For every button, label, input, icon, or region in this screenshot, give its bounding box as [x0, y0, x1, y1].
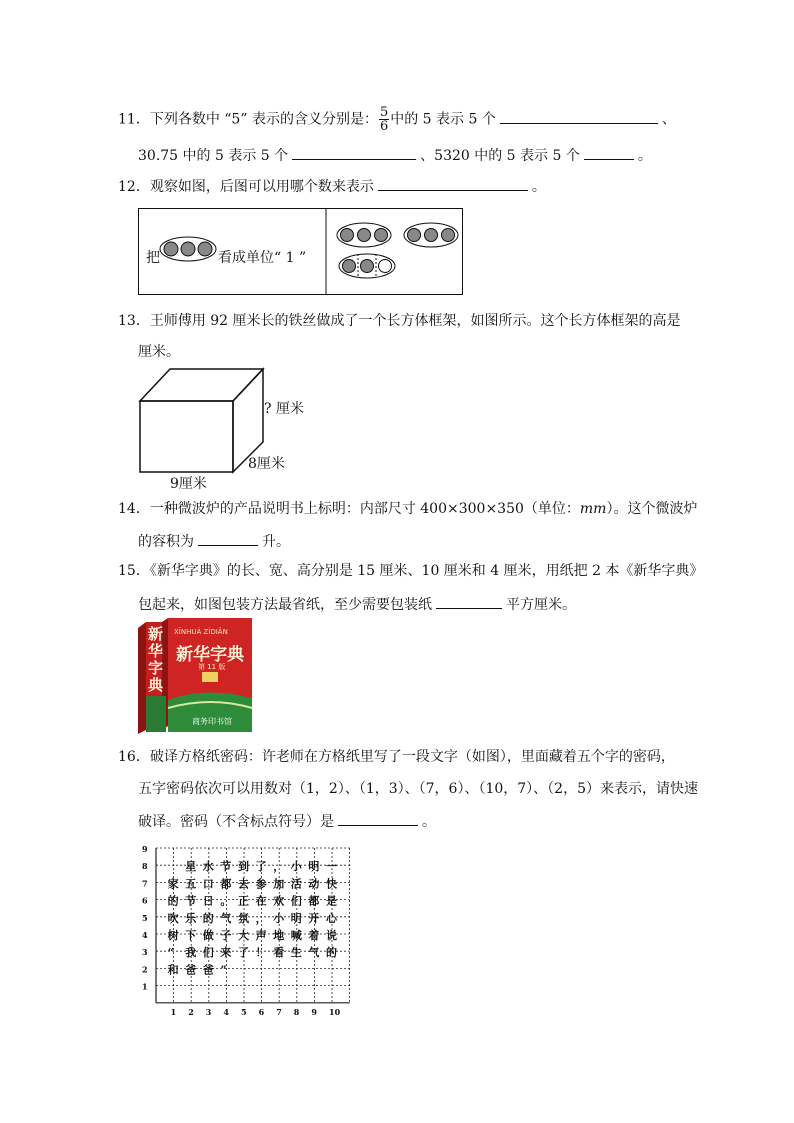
separator: 、: [420, 148, 435, 164]
question-11-line-2: [138, 145, 652, 165]
y-axis-tick-label: 4: [142, 930, 148, 940]
grid-character: 子: [220, 929, 232, 942]
grid-character: 明: [308, 860, 320, 874]
dictionary-books-image: [136, 616, 254, 736]
cuboid-figure: [138, 366, 318, 490]
y-axis-tick-label: 5: [142, 912, 148, 923]
question-11-line-1: [118, 106, 676, 133]
grid-character: “: [167, 946, 174, 960]
grid-character: 气: [220, 911, 232, 925]
grid-character: 家: [167, 877, 179, 891]
question-number: 11．: [118, 111, 150, 128]
grid-character: 五: [185, 877, 197, 891]
question-text: 平方厘米。: [506, 597, 576, 613]
question-text: 一种微波炉的产品说明书上标明：内部尺寸 400×300×350（单位：: [149, 501, 580, 517]
grid-character: 来: [220, 946, 232, 960]
separator: 、: [661, 111, 676, 128]
grid-character: 气: [308, 946, 320, 960]
question-text: 破译。密码（不含标点符号）是: [138, 814, 334, 830]
grid-character: 地: [273, 929, 285, 942]
question-16-line-1: [118, 748, 675, 766]
answer-blank[interactable]: [338, 811, 418, 826]
grid-character: 节: [220, 860, 232, 874]
grid-character: 们: [202, 946, 214, 960]
grid-character: 大: [238, 929, 249, 942]
x-axis-tick-label: 9: [311, 1006, 317, 1017]
book-edition: 第 11 版: [198, 663, 226, 671]
grid-character: 们: [290, 894, 302, 908]
question-number: 14．: [118, 501, 150, 517]
question-13-line-1: [118, 312, 681, 330]
grid-character: 快: [326, 877, 337, 891]
y-axis-tick-label: 7: [142, 878, 148, 889]
grid-character: 的: [326, 946, 337, 960]
question-text: 观察如图，后图可以用哪个数来表示: [149, 179, 374, 195]
x-axis-tick-label: 6: [258, 1006, 265, 1017]
question-text: 破译方格纸密码：许老师在方格纸里写了一段文字（如图），里面藏着五个字的密码，: [149, 749, 675, 765]
grid-character: 节: [185, 894, 197, 908]
answer-blank[interactable]: [198, 531, 258, 546]
question-number: 15．: [118, 563, 150, 579]
grid-character: 去: [238, 877, 249, 891]
grid-character: 小: [273, 911, 285, 925]
y-axis-tick-label: 3: [142, 947, 148, 958]
question-text: ）。这个微波炉: [606, 501, 698, 517]
grid-character: 了: [255, 860, 267, 874]
grid-character: 乐: [185, 911, 197, 925]
book-spine: 新华字典: [148, 625, 164, 694]
grid-character: 爸: [202, 963, 214, 977]
grid-paper-diagram: [138, 840, 341, 1020]
question-text: 厘米。: [138, 344, 180, 360]
unit-text: mm: [579, 501, 607, 517]
grid-character: 都: [220, 877, 232, 891]
grid-character: 我: [185, 946, 197, 960]
grid-character: 明: [290, 911, 302, 925]
depth-label: 8厘米: [248, 456, 285, 472]
question-14-line-1: [118, 500, 697, 518]
answer-blank[interactable]: [378, 176, 528, 191]
book-pinyin: XĪNHUÁ ZÌDIǍN: [174, 628, 228, 636]
unit-one-figure: [138, 208, 464, 296]
grid-character: 在: [255, 894, 267, 908]
grid-character: 氛: [238, 911, 249, 925]
figure-suffix-label: 看成单位“ 1 ”: [218, 250, 307, 266]
period: 。: [422, 814, 436, 830]
book-title: 新华字典: [176, 645, 244, 665]
question-13-line-2: [138, 343, 180, 361]
question-12-line-1: [118, 176, 546, 196]
x-axis-tick-label: 3: [205, 1006, 212, 1017]
answer-blank[interactable]: [292, 145, 416, 160]
x-axis-tick-label: 5: [241, 1006, 247, 1017]
question-14-line-2: [138, 531, 290, 551]
y-axis-tick-label: 2: [142, 964, 148, 975]
length-label: 9厘米: [170, 476, 207, 492]
grid-character: 心: [326, 911, 337, 925]
x-axis-tick-label: 10: [329, 1006, 341, 1017]
answer-blank[interactable]: [436, 594, 502, 609]
grid-character: 活: [290, 877, 302, 891]
grid-character: 小: [290, 860, 302, 874]
question-text: 五字密码依次可以用数对（1，2）、（1，3）、（7，6）、（10，7）、（2，5）来表示，请快速: [138, 781, 698, 797]
grid-character: 吹: [167, 911, 179, 925]
grid-character: ！: [255, 946, 267, 960]
grid-character: 星: [185, 860, 197, 874]
grid-character: 是: [326, 894, 337, 908]
grid-character: 看: [273, 946, 285, 960]
grid-character: ，: [273, 860, 285, 874]
x-axis-tick-label: 1: [170, 1006, 177, 1017]
period: 。: [531, 179, 546, 195]
x-axis-tick-label: 2: [188, 1006, 194, 1017]
grid-character: 欢: [273, 894, 285, 908]
grid-character: 喊: [290, 929, 302, 942]
grid-character: 的: [202, 911, 214, 925]
answer-blank[interactable]: [500, 109, 658, 124]
y-axis-tick-label: 9: [142, 844, 148, 854]
question-text: 30.75 中的 5 表示 5 个: [138, 148, 289, 164]
grid-character: 水: [202, 860, 214, 874]
grid-character: 参: [255, 877, 267, 891]
period: 。: [637, 148, 652, 164]
question-number: 12．: [118, 179, 150, 195]
grid-character: 动: [308, 877, 320, 891]
y-axis-tick-label: 6: [142, 895, 148, 906]
book-publisher: 商务印书馆: [192, 717, 232, 726]
grid-character: 下: [185, 929, 197, 942]
grid-character: 正: [238, 894, 249, 908]
grid-character: ”: [220, 963, 227, 977]
question-text: 中的 5 表示 5 个: [390, 111, 496, 128]
y-axis-tick-label: 1: [142, 981, 148, 992]
grid-character: 树: [167, 929, 179, 942]
grid-character: 的: [167, 894, 179, 908]
answer-blank[interactable]: [584, 145, 634, 160]
x-axis-tick-label: 4: [223, 1006, 229, 1017]
question-text: 5320 中的 5 表示 5 个: [434, 148, 580, 164]
fraction-denominator: 6: [379, 119, 389, 134]
grid-character: 生: [290, 946, 302, 960]
grid-character: 一: [326, 860, 337, 874]
question-text: 《新华字典》的长、宽、高分别是 15 厘米、10 厘米和 4 厘米，用纸把 2 本《新华字典》: [149, 563, 704, 579]
grid-character: 开: [308, 911, 320, 925]
question-16-line-3: [138, 811, 436, 831]
x-axis-tick-label: 8: [293, 1006, 300, 1017]
grid-character: 。: [220, 894, 232, 908]
fraction-numerator: 5: [379, 105, 389, 120]
question-number: 16．: [118, 749, 150, 765]
question-text: 下列各数中 “5” 表示的含义分别是：: [149, 111, 378, 128]
question-text: 包起来，如图包装方法最省纸，至少需要包装纸: [138, 597, 432, 613]
grid-character: 日: [202, 894, 214, 908]
grid-character: 到: [238, 860, 249, 874]
grid-character: ，: [255, 911, 267, 925]
grid-character: 和: [167, 963, 179, 977]
grid-character: 加: [273, 877, 285, 891]
question-text: 升。: [262, 534, 290, 550]
question-15-line-1: [118, 562, 703, 580]
grid-character: 爸: [185, 963, 197, 977]
grid-character: 声: [255, 929, 267, 942]
grid-character: 做: [202, 929, 214, 942]
cuboid-diagram: [138, 366, 318, 490]
question-number: 13．: [118, 313, 150, 329]
question-15-line-2: [138, 594, 576, 614]
question-16-line-2: [138, 780, 698, 798]
grid-character: 着: [308, 929, 320, 942]
figure-prefix-label: 把: [146, 250, 160, 266]
fraction-five-sixths: [379, 106, 389, 133]
question-text: 王师傅用 92 厘米长的铁丝做成了一个长方体框架，如图所示。这个长方体框架的高是: [149, 313, 681, 329]
grid-paper-figure: [138, 840, 341, 1020]
height-label: ? 厘米: [264, 401, 304, 417]
grid-character: 口: [202, 877, 214, 891]
question-text: 的容积为: [138, 534, 194, 550]
y-axis-tick-label: 8: [142, 861, 148, 872]
grid-character: 说: [326, 929, 337, 942]
grid-character: 了: [238, 946, 249, 960]
x-axis-tick-label: 7: [276, 1006, 282, 1017]
grid-character: 都: [308, 894, 320, 908]
